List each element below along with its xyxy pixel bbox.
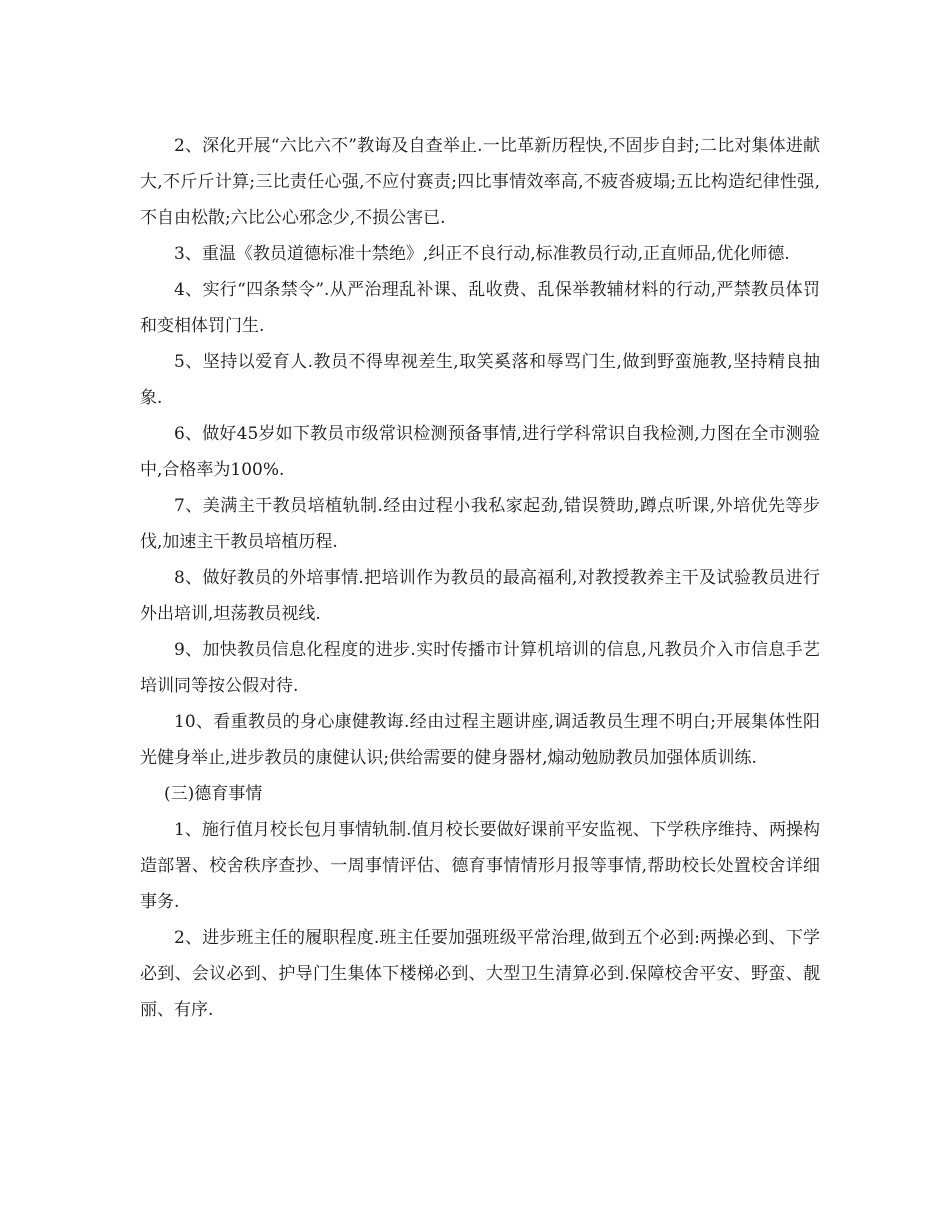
paragraph-8: 8、做好教员的外培事情.把培训作为教员的最高福利,对教授教养主干及试验教员进行外出培训,坦荡教员视线. <box>140 568 820 624</box>
document-body <box>140 128 820 1028</box>
paragraph-2: 2、深化开展“六比六不”教诲及自查举止.一比革新历程快,不固步自封;二比对集体进献大,不斤斤计算;三比责任心强,不应付赛责;四比事情效率高,不疲沓疲塌;五比构造纪律性强,不自由松散;六比公心邪念少,不损公害已. <box>140 136 820 228</box>
paragraph-7: 7、美满主干教员培植轨制.经由过程小我私家起劲,错误赞助,蹲点听课,外培优先等步伐,加速主干教员培植历程. <box>140 496 820 552</box>
section-heading-moral-education: (三)德育事情 <box>164 784 263 804</box>
paragraph-3: 3、重温《教员道德标准十禁绝》,纠正不良行动,标准教员行动,正直师品,优化师德. <box>174 244 790 264</box>
paragraph-9: 9、加快教员信息化程度的进步.实时传播市计算机培训的信息,凡教员介入市信息手艺培训同等按公假对待. <box>140 640 820 696</box>
section-paragraph-1: 1、施行值月校长包月事情轨制.值月校长要做好课前平安监视、下学秩序维持、两操构造部署、校舍秩序查抄、一周事情评估、德育事情情形月报等事情,帮助校长处置校舍详细事务. <box>140 820 820 912</box>
paragraph-4: 4、实行“四条禁令”.从严治理乱补课、乱收费、乱保举教辅材料的行动,严禁教员体罚和变相体罚门生. <box>140 280 820 336</box>
paragraph-10: 10、看重教员的身心康健教诲.经由过程主题讲座,调适教员生理不明白;开展集体性阳光健身举止,进步教员的康健认识;供给需要的健身器材,煽动勉励教员加强体质训练. <box>140 712 820 768</box>
paragraph-5: 5、坚持以爱育人.教员不得卑视差生,取笑奚落和辱骂门生,做到野蛮施教,坚持精良抽象. <box>140 352 820 408</box>
section-paragraph-2: 2、进步班主任的履职程度.班主任要加强班级平常治理,做到五个必到:两操必到、下学必到、会议必到、护导门生集体下楼梯必到、大型卫生清算必到.保障校舍平安、野蛮、靓丽、有序. <box>140 928 820 1020</box>
paragraph-6: 6、做好45岁如下教员市级常识检测预备事情,进行学科常识自我检测,力图在全市测验中,合格率为100%. <box>140 424 820 480</box>
